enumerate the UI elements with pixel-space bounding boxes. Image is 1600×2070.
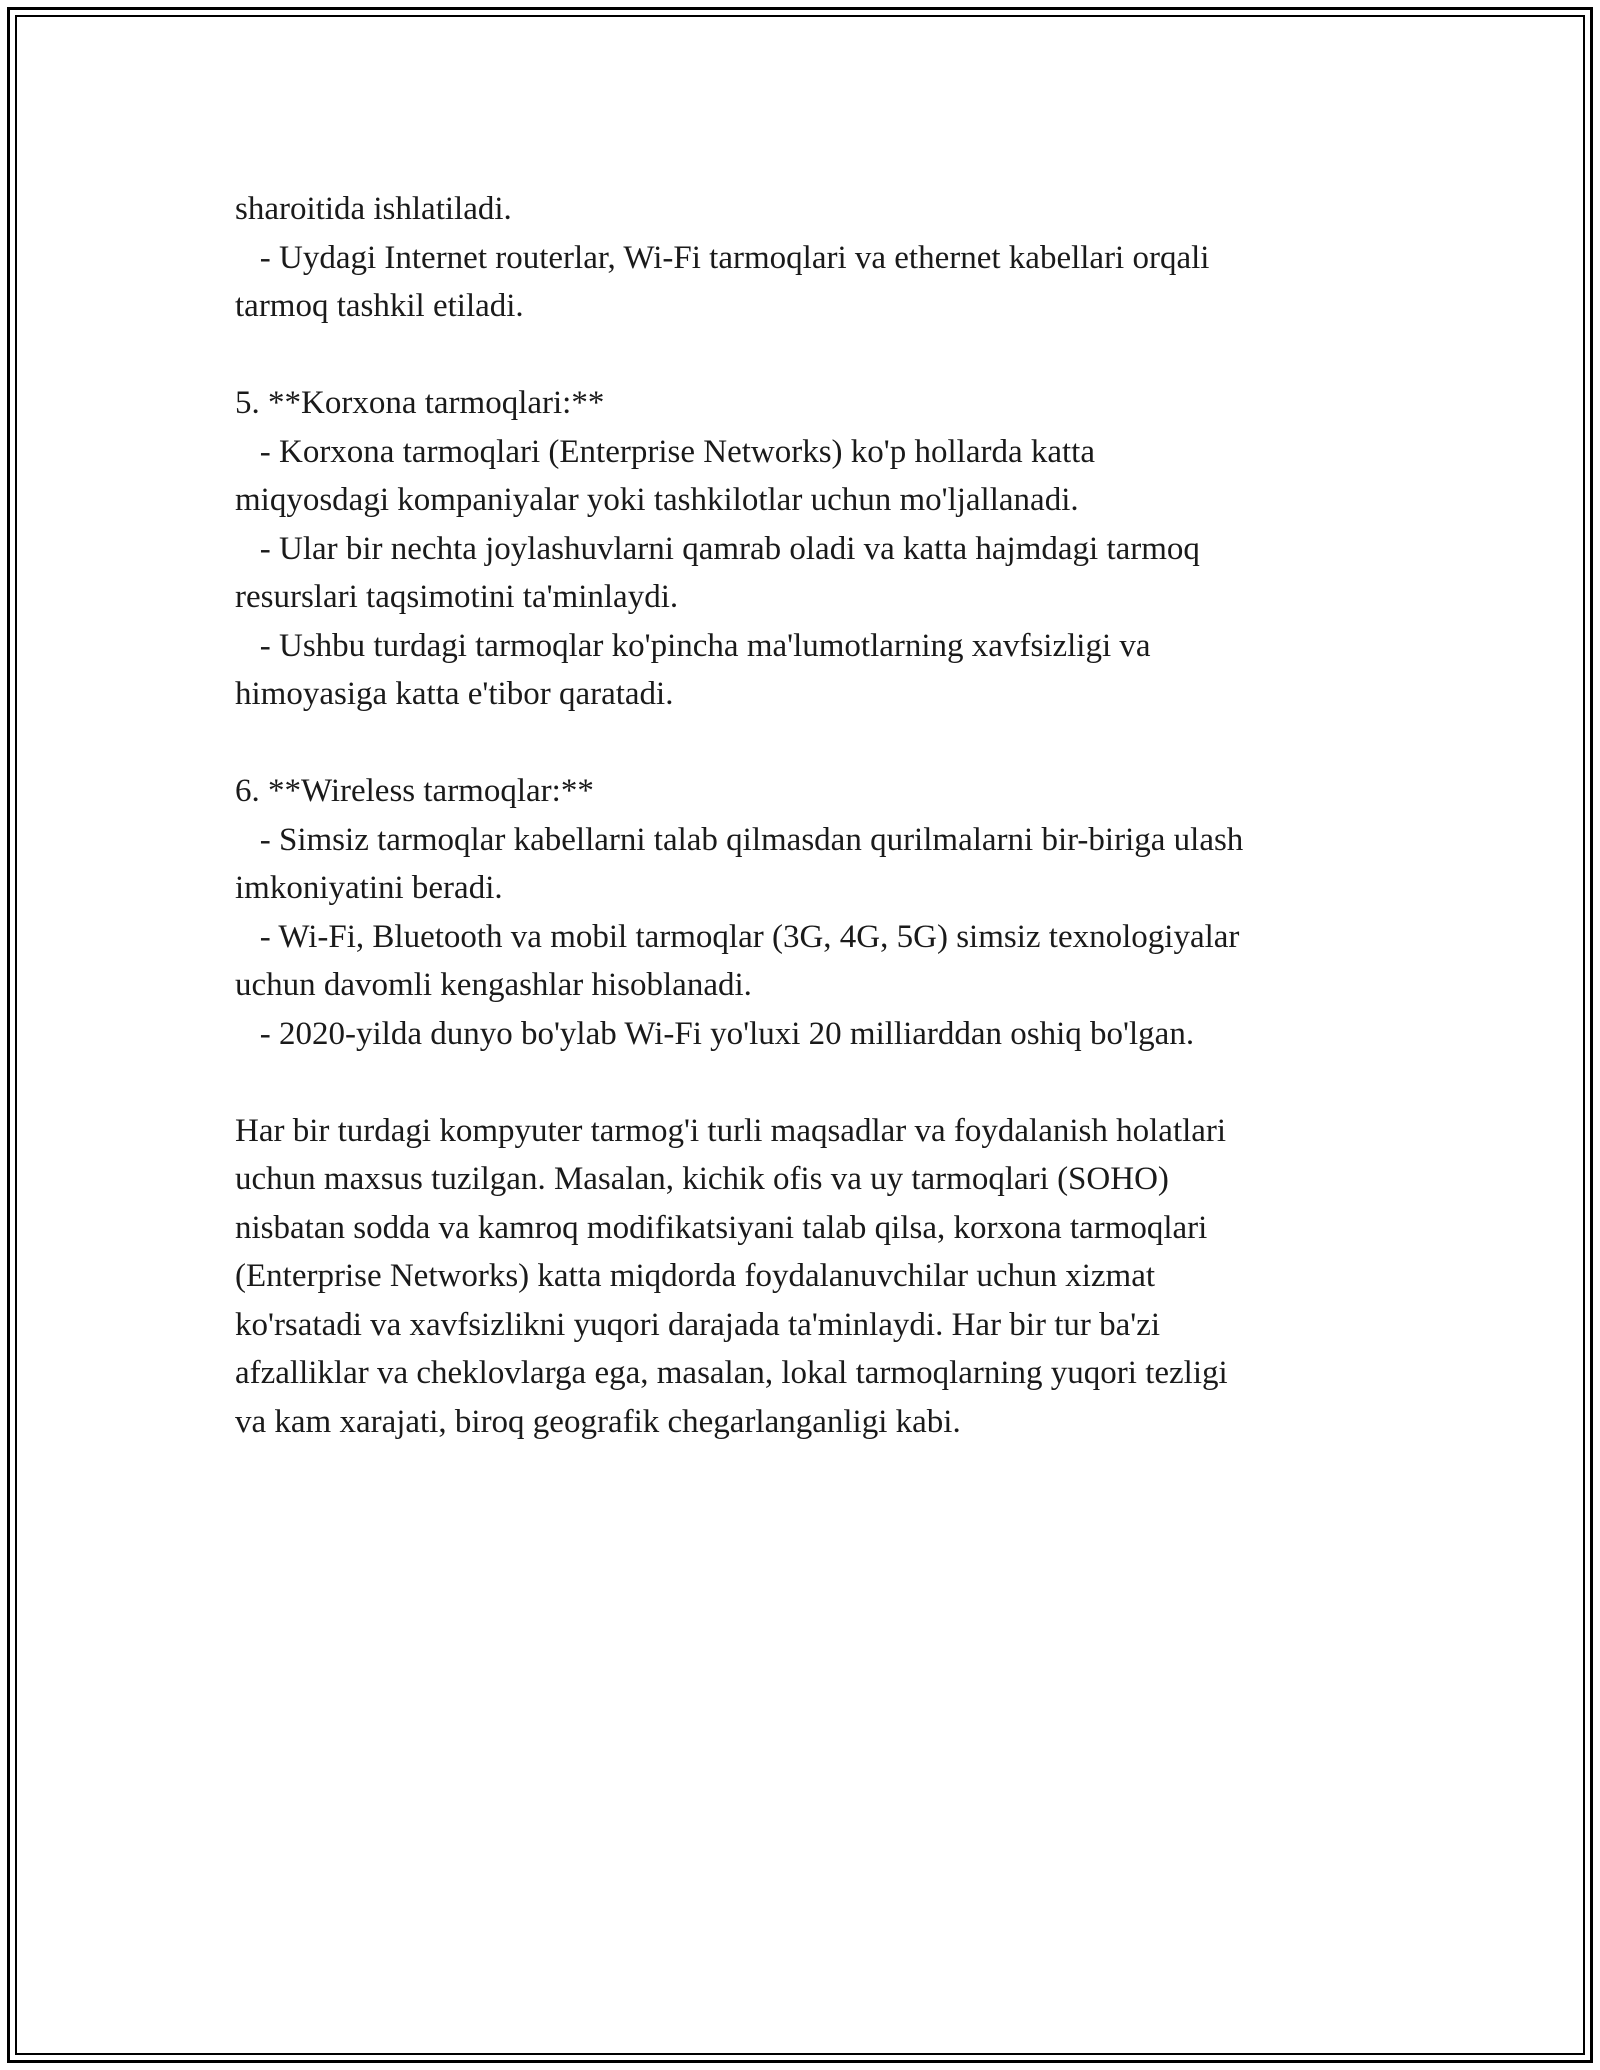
- text-line: uchun davomli kengashlar hisoblanadi.: [235, 967, 752, 1003]
- text-line: - 2020-yilda dunyo bo'ylab Wi-Fi yo'luxi 20 milliarddan oshiq bo'lgan.: [235, 1015, 1195, 1052]
- text-line: imkoniyatini beradi.: [235, 870, 503, 906]
- blank-line: [235, 719, 1415, 768]
- text-line: - Korxona tarmoqlari (Enterprise Networks) ko'p hollarda katta: [235, 433, 1095, 470]
- text-line: - Wi-Fi, Bluetooth va mobil tarmoqlar (3G, 4G, 5G) simsiz texnologiyalar: [235, 918, 1240, 955]
- text-line: himoyasiga katta e'tibor qaratadi.: [235, 676, 674, 712]
- summary-line: afzalliklar va cheklovlarga ega, masalan, lokal tarmoqlarning yuqori tezligi: [235, 1355, 1228, 1391]
- summary-line: (Enterprise Networks) katta miqdorda foydalanuvchilar uchun xizmat: [235, 1258, 1156, 1294]
- summary-line: nisbatan sodda va kamroq modifikatsiyani talab qilsa, korxona tarmoqlari: [235, 1209, 1208, 1246]
- blank-line: [235, 1058, 1415, 1107]
- summary-line: ko'rsatadi va xavfsizlikni yuqori darajada ta'minlaydi. Har bir tur ba'zi: [235, 1306, 1161, 1343]
- text-line: resurslari taqsimotini ta'minlaydi.: [235, 579, 679, 615]
- summary-line: Har bir turdagi kompyuter tarmog'i turli maqsadlar va foydalanish holatlari: [235, 1112, 1227, 1149]
- text-line: tarmoq tashkil etiladi.: [235, 288, 524, 324]
- document-body: [235, 185, 1415, 1446]
- text-line: sharoitida ishlatiladi.: [235, 191, 512, 227]
- section-heading: 5. **Korxona tarmoqlari:**: [235, 385, 605, 421]
- text-line: - Ushbu turdagi tarmoqlar ko'pincha ma'lumotlarning xavfsizligi va: [235, 627, 1151, 664]
- summary-line: uchun maxsus tuzilgan. Masalan, kichik ofis va uy tarmoqlari (SOHO): [235, 1161, 1169, 1197]
- text-line: miqyosdagi kompaniyalar yoki tashkilotlar uchun mo'ljallanadi.: [235, 482, 1079, 518]
- blank-line: [235, 331, 1415, 380]
- summary-line: va kam xarajati, biroq geografik chegarlanganligi kabi.: [235, 1403, 961, 1440]
- text-line: - Ular bir nechta joylashuvlarni qamrab oladi va katta hajmdagi tarmoq: [235, 530, 1200, 567]
- text-line: - Uydagi Internet routerlar, Wi-Fi tarmoqlari va ethernet kabellari orqali: [235, 239, 1210, 276]
- text-line: - Simsiz tarmoqlar kabellarni talab qilmasdan qurilmalarni bir-biriga ulash: [235, 821, 1244, 858]
- section-heading: 6. **Wireless tarmoqlar:**: [235, 773, 594, 809]
